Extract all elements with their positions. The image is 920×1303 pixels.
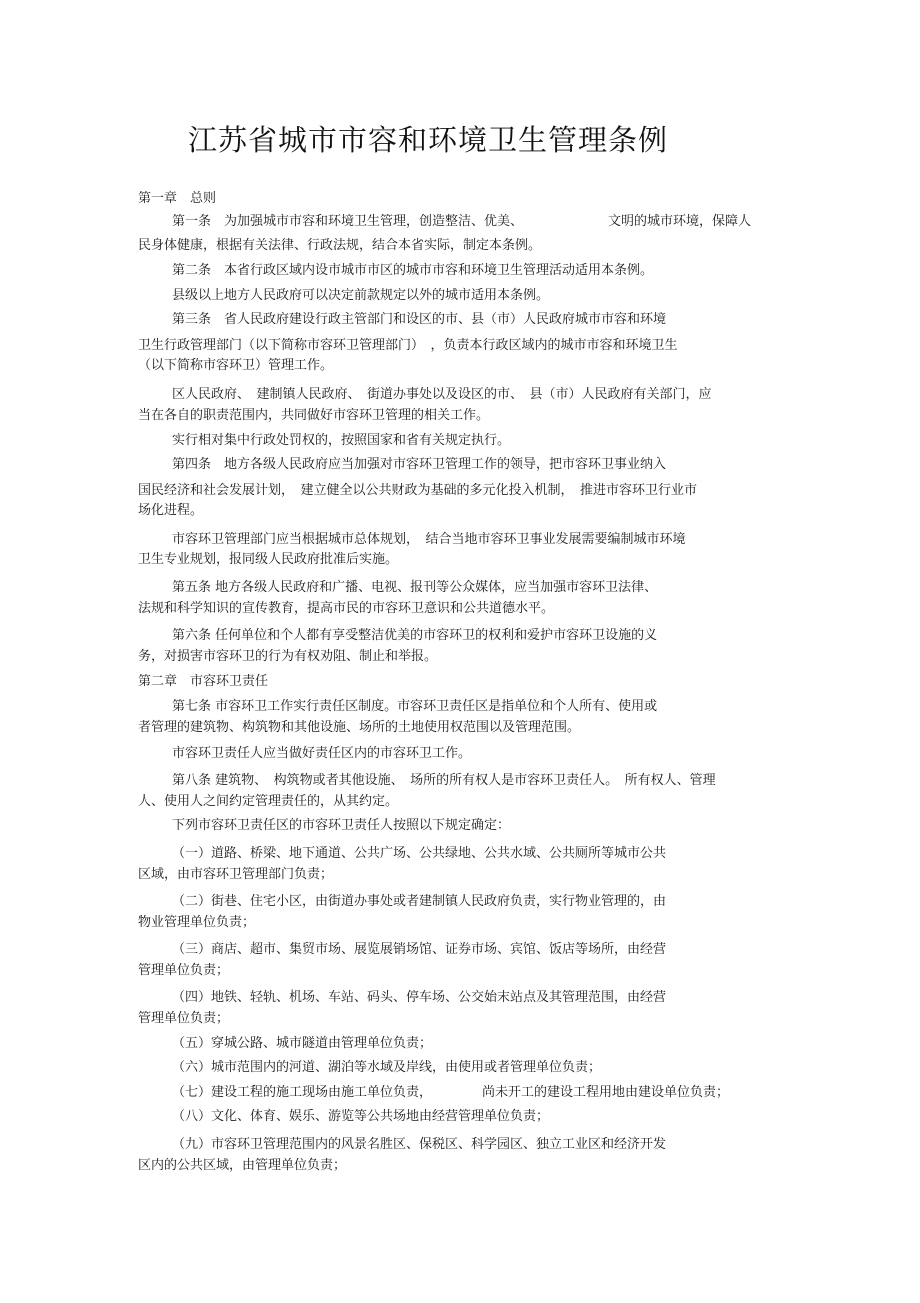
text-line: （四）地铁、轻轨、机场、车站、码头、停车场、公交始末站点及其管理范围，由经营	[172, 990, 667, 1005]
text-line: （七）建设工程的施工现场由施工单位负责，	[172, 1085, 433, 1100]
text-line: 市容环卫责任人应当做好责任区内的市容环卫工作。	[172, 746, 472, 761]
text-line: 者管理的建筑物、构筑物和其他设施、场所的土地使用权范围以及管理范围。	[138, 720, 581, 735]
text-line: 物业管理单位负责；	[138, 915, 256, 930]
text-line: 第四条 地方各级人民政府应当加强对市容环卫管理工作的领导，把市容环卫事业纳入	[172, 457, 667, 472]
text-line: 国民经济和社会发展计划， 建立健全以公共财政为基础的多元化投入机制， 推进市容环卫行业市	[138, 483, 698, 498]
chapter-heading: 第一章 总则	[138, 191, 217, 206]
text-line: 管理单位负责；	[138, 963, 230, 978]
text-line: 尚未开工的建设工程用地由建设单位负责；	[482, 1085, 730, 1100]
text-line: （五）穿城公路、城市隧道由管理单位负责；	[172, 1036, 433, 1051]
text-line: 人、使用人之间约定管理责任的，从其约定。	[138, 794, 399, 809]
text-line: （九）市容环卫管理范围内的风景名胜区、保税区、科学园区、独立工业区和经济开发	[172, 1137, 667, 1152]
text-line: 第八条 建筑物、 构筑物或者其他设施、 场所的所有权人是市容环卫责任人。 所有权人、管理	[172, 773, 716, 788]
text-line: 第七条 市容环卫工作实行责任区制度。市容环卫责任区是指单位和个人所有、使用或	[172, 699, 658, 714]
text-line: 管理单位负责；	[138, 1011, 230, 1026]
text-line: 法规和科学知识的宣传教育，提高市民的市容环卫意识和公共道德水平。	[138, 601, 555, 616]
text-line: （三）商店、超市、集贸市场、展览展销场馆、证券市场、宾馆、饭店等场所，由经营	[172, 942, 667, 957]
text-line: 当在各自的职责范围内，共同做好市容环卫管理的相关工作。	[138, 408, 490, 423]
text-line: 区人民政府、 建制镇人民政府、 街道办事处以及设区的市、 县（市）人民政府有关部门，应	[172, 387, 712, 402]
text-line: 卫生专业规划，报同级人民政府批准后实施。	[138, 552, 399, 567]
text-line: （六）城市范围内的河道、湖泊等水域及岸线，由使用或者管理单位负责；	[172, 1060, 602, 1075]
text-line: （以下简称市容环卫）管理工作。	[138, 358, 334, 373]
text-line: 第一条 为加强城市市容和环境卫生管理，创造整洁、优美、	[172, 214, 524, 229]
text-line: 第三条 省人民政府建设行政主管部门和设区的市、县（市）人民政府城市市容和环境	[172, 312, 667, 327]
chapter-heading: 第二章 市容环卫责任	[138, 674, 269, 689]
text-line: 务，对损害市容环卫的行为有权劝阻、制止和举报。	[138, 649, 438, 664]
text-line: 区内的公共区域，由管理单位负责；	[138, 1158, 347, 1173]
text-line: 场化进程。	[138, 503, 204, 518]
text-line: 市容环卫管理部门应当根据城市总体规划， 结合当地市容环卫事业发展需要编制城市环境	[172, 532, 686, 547]
text-line: 实行相对集中行政处罚权的，按照国家和省有关规定执行。	[172, 433, 511, 448]
text-line: （八）文化、体育、娱乐、游览等公共场地由经营管理单位负责；	[172, 1109, 550, 1124]
text-line: 卫生行政管理部门（以下简称市容环卫管理部门） ，负责本行政区域内的城市市容和环境卫生	[138, 338, 678, 353]
text-line: 民身体健康，根据有关法律、行政法规，结合本省实际，制定本条例。	[138, 238, 542, 253]
text-line: 区域，由市容环卫管理部门负责；	[138, 867, 334, 882]
text-line: 第二条 本省行政区域内设市城市市区的城市市容和环境卫生管理活动适用本条例。	[172, 263, 654, 278]
text-line: （二）街巷、住宅小区，由街道办事处或者建制镇人民政府负责，实行物业管理的，由	[172, 894, 667, 909]
text-line: 文明的城市环境，保障人	[608, 214, 752, 229]
text-line: 第六条 任何单位和个人都有享受整洁优美的市容环卫的权利和爱护市容环卫设施的义	[172, 628, 658, 643]
text-line: 第五条 地方各级人民政府和广播、电视、报刊等公众媒体，应当加强市容环卫法律、	[172, 580, 658, 595]
document-title: 江苏省城市市容和环境卫生管理条例	[188, 123, 669, 157]
text-line: （一）道路、桥梁、地下通道、公共广场、公共绿地、公共水域、公共厕所等城市公共	[172, 846, 667, 861]
text-line: 县级以上地方人民政府可以决定前款规定以外的城市适用本条例。	[172, 288, 550, 303]
text-line: 下列市容环卫责任区的市容环卫责任人按照以下规定确定：	[172, 818, 511, 833]
